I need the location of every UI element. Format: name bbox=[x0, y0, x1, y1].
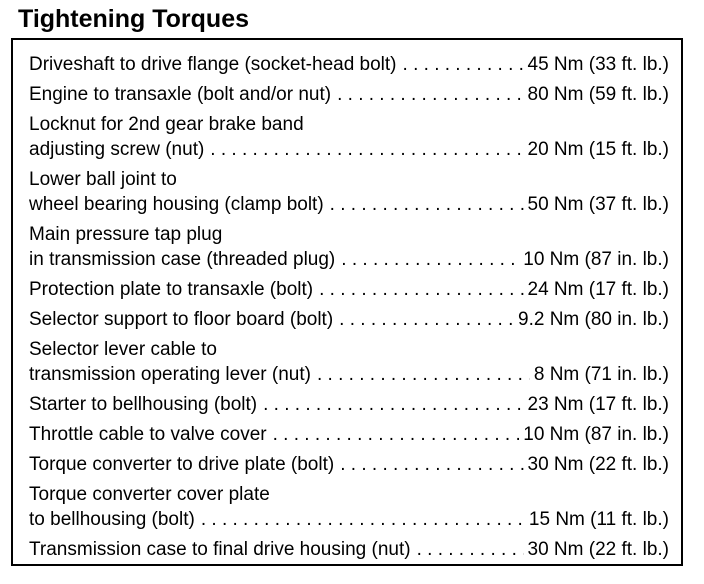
entry-main-line bbox=[29, 82, 669, 107]
entry-lead-line bbox=[29, 337, 669, 362]
entry-dot-leader bbox=[340, 452, 523, 477]
entry-description: Throttle cable to valve cover bbox=[29, 424, 267, 445]
entry-description: wheel bearing housing (clamp bolt) bbox=[29, 194, 324, 215]
torque-list bbox=[29, 52, 669, 567]
entry-lead-line bbox=[29, 112, 669, 137]
entry-description: Driveshaft to drive flange (socket-head bolt) bbox=[29, 54, 397, 75]
entry-main-line bbox=[29, 392, 669, 417]
entry-lead-line bbox=[29, 167, 669, 192]
torque-entry bbox=[29, 167, 669, 217]
entry-dot-leader bbox=[319, 277, 523, 302]
entry-torque-value: 30 Nm (22 ft. lb.) bbox=[527, 454, 669, 475]
torque-entry bbox=[29, 52, 669, 77]
entry-dot-leader bbox=[273, 422, 520, 447]
entry-main-line bbox=[29, 362, 669, 387]
torque-entry bbox=[29, 277, 669, 302]
entry-description: Starter to bellhousing (bolt) bbox=[29, 394, 258, 415]
entry-lead: Torque converter cover plate bbox=[29, 484, 270, 505]
entry-dot-leader bbox=[339, 307, 514, 332]
entry-main-line bbox=[29, 452, 669, 477]
entry-description: Transmission case to final drive housing (nut) bbox=[29, 539, 411, 560]
entry-description: Torque converter to drive plate (bolt) bbox=[29, 454, 335, 475]
entry-main-line bbox=[29, 277, 669, 302]
entry-main-line bbox=[29, 192, 669, 217]
entry-description: Selector support to floor board (bolt) bbox=[29, 309, 334, 330]
entry-dot-leader bbox=[337, 82, 523, 107]
entry-lead: Locknut for 2nd gear brake band bbox=[29, 114, 304, 135]
entry-main-line bbox=[29, 507, 669, 532]
entry-torque-value: 10 Nm (87 in. lb.) bbox=[523, 424, 669, 445]
entry-torque-value: 8 Nm (71 in. lb.) bbox=[533, 364, 669, 385]
entry-torque-value: 24 Nm (17 ft. lb.) bbox=[527, 279, 669, 300]
entry-torque-value: 45 Nm (33 ft. lb.) bbox=[527, 54, 669, 75]
entry-main-line bbox=[29, 537, 669, 562]
entry-dot-leader bbox=[210, 137, 523, 162]
entry-dot-leader bbox=[201, 507, 525, 532]
entry-dot-leader bbox=[417, 537, 524, 562]
entry-dot-leader bbox=[263, 392, 523, 417]
entry-description: adjusting screw (nut) bbox=[29, 139, 205, 160]
torque-entry bbox=[29, 112, 669, 162]
torque-entry bbox=[29, 482, 669, 532]
entry-main-line bbox=[29, 307, 669, 332]
entry-torque-value: 15 Nm (11 ft. lb.) bbox=[528, 509, 669, 530]
entry-description: Engine to transaxle (bolt and/or nut) bbox=[29, 84, 332, 105]
torque-entry bbox=[29, 337, 669, 387]
entry-main-line bbox=[29, 137, 669, 162]
torque-entry bbox=[29, 422, 669, 447]
entry-description: in transmission case (threaded plug) bbox=[29, 249, 336, 270]
entry-lead: Main pressure tap plug bbox=[29, 224, 223, 245]
entry-torque-value: 50 Nm (37 ft. lb.) bbox=[527, 194, 669, 215]
entry-dot-leader bbox=[341, 247, 519, 272]
entry-torque-value: 9.2 Nm (80 in. lb.) bbox=[518, 309, 669, 330]
entry-lead-line bbox=[29, 222, 669, 247]
entry-lead-line bbox=[29, 482, 669, 507]
entry-torque-value: 20 Nm (15 ft. lb.) bbox=[527, 139, 669, 160]
entry-torque-value: 10 Nm (87 in. lb.) bbox=[523, 249, 669, 270]
entry-main-line bbox=[29, 52, 669, 77]
entry-description: Protection plate to transaxle (bolt) bbox=[29, 279, 314, 300]
entry-dot-leader bbox=[317, 362, 530, 387]
torque-table bbox=[11, 38, 683, 566]
torque-entry bbox=[29, 307, 669, 332]
torque-entry bbox=[29, 537, 669, 562]
torque-entry bbox=[29, 392, 669, 417]
entry-torque-value: 80 Nm (59 ft. lb.) bbox=[527, 84, 669, 105]
entry-dot-leader bbox=[403, 52, 524, 77]
torque-entry bbox=[29, 222, 669, 272]
entry-torque-value: 23 Nm (17 ft. lb.) bbox=[527, 394, 669, 415]
entry-main-line bbox=[29, 422, 669, 447]
page-title: Tightening Torques bbox=[18, 5, 250, 33]
entry-lead: Selector lever cable to bbox=[29, 339, 217, 360]
entry-dot-leader bbox=[330, 192, 524, 217]
torque-entry bbox=[29, 82, 669, 107]
torque-entry bbox=[29, 452, 669, 477]
entry-description: to bellhousing (bolt) bbox=[29, 509, 195, 530]
entry-lead: Lower ball joint to bbox=[29, 169, 177, 190]
entry-description: transmission operating lever (nut) bbox=[29, 364, 311, 385]
entry-torque-value: 30 Nm (22 ft. lb.) bbox=[527, 539, 669, 560]
entry-main-line bbox=[29, 247, 669, 272]
